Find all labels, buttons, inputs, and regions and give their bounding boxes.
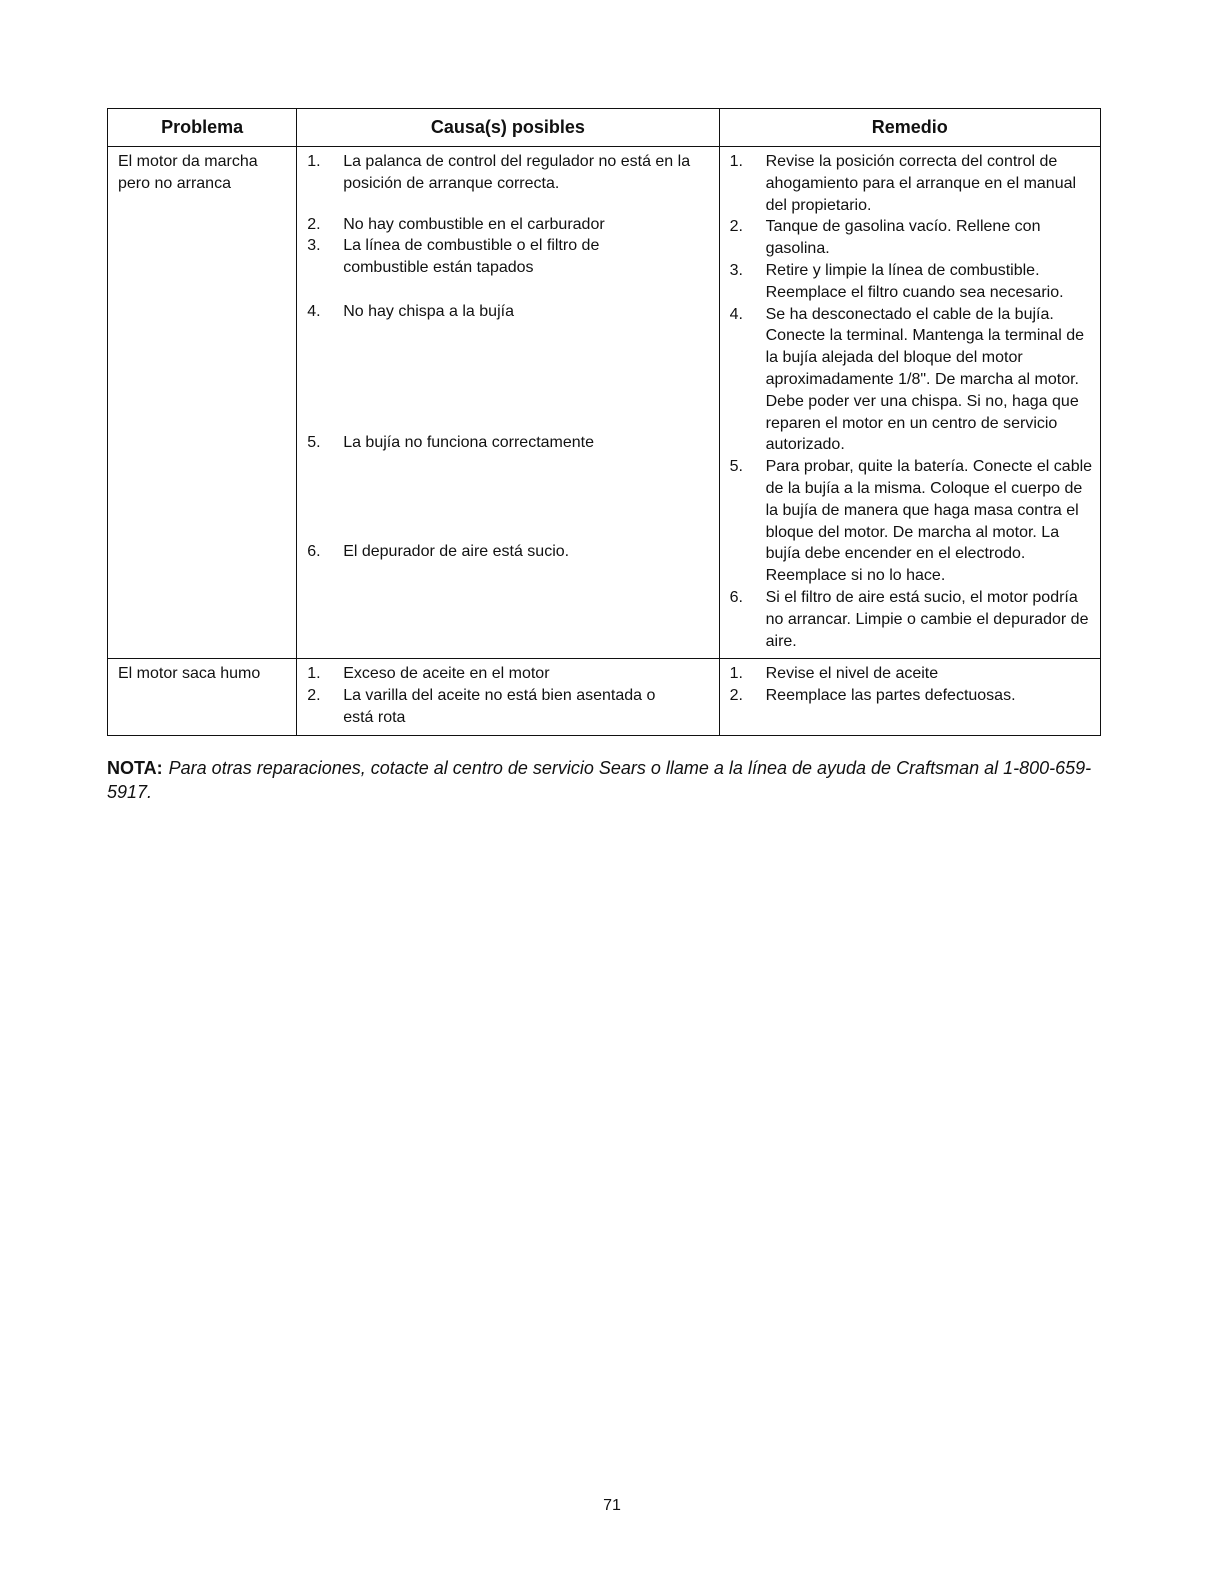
item-number: 6. — [729, 588, 743, 606]
list-item — [730, 587, 1098, 652]
causes-cell — [297, 659, 719, 735]
page-number: 71 — [603, 1497, 621, 1514]
table-header-row — [108, 109, 1101, 147]
item-number: 4. — [307, 302, 321, 320]
item-number: 5. — [729, 458, 743, 476]
list-item — [307, 235, 716, 279]
problem-cell: El motor saca humo — [108, 659, 297, 735]
list-item — [730, 304, 1098, 457]
remedies-list — [730, 151, 1098, 652]
list-item — [307, 663, 716, 685]
item-text: El depurador de aire está sucio. — [343, 542, 570, 560]
item-text: Exceso de aceite en el motor — [343, 665, 550, 683]
item-number: 1. — [307, 665, 321, 683]
list-item — [307, 432, 716, 454]
table-row — [108, 659, 1101, 735]
list-item — [730, 685, 1098, 707]
header-problem: Problema — [108, 109, 297, 147]
list-item — [730, 456, 1098, 587]
remedies-list — [730, 663, 1098, 707]
item-text: Retire y limpie la línea de combustible. Reemplace el filtro cuando sea necesario. — [765, 261, 1064, 301]
list-item — [307, 301, 716, 323]
table-row — [108, 147, 1101, 659]
item-number: 1. — [729, 153, 743, 170]
item-number: 3. — [729, 261, 743, 279]
causes-cell — [297, 147, 719, 659]
header-causes: Causa(s) posibles — [297, 109, 719, 147]
remedies-cell — [719, 659, 1100, 735]
item-number: 6. — [307, 542, 321, 560]
item-text: No hay combustible en el carburador — [343, 215, 605, 233]
list-item — [730, 260, 1098, 304]
list-item — [307, 541, 716, 563]
item-text: La palanca de control del regulador no está en la posición de arranque correcta. — [343, 153, 691, 192]
header-remedy: Remedio — [719, 109, 1100, 147]
item-number: 5. — [307, 433, 321, 451]
item-text: Se ha desconectado el cable de la bujía. Conecte la terminal. Mantenga la terminal de la bujía alejada del bloque del motor aproximadamente 1/8". De marcha al motor. Debe poder ver una chispa. Si no, haga que reparen el motor en un centro de servicio autorizado. — [765, 305, 1084, 454]
note-text: Para otras reparaciones, cotacte al centro de servicio Sears o llame a la línea de ayuda de Craftsman al 1-800-659-5917. — [107, 758, 1092, 802]
item-number: 1. — [307, 153, 321, 170]
item-text: La línea de combustible o el filtro de combustible están tapados — [343, 237, 600, 277]
problem-cell: El motor da marcha pero no arranca — [108, 147, 297, 659]
item-text: La varilla del aceite no está bien asentada o está rota — [343, 687, 656, 726]
remedies-cell — [719, 147, 1100, 659]
item-number: 2. — [729, 218, 743, 236]
item-text: Tanque de gasolina vacío. Rellene con gasolina. — [765, 218, 1041, 258]
list-item — [307, 685, 716, 729]
note-paragraph — [107, 756, 1107, 804]
item-number: 2. — [729, 687, 743, 705]
item-number: 2. — [307, 687, 321, 705]
list-item — [730, 663, 1098, 685]
item-number: 3. — [307, 237, 321, 255]
causes-list — [307, 663, 716, 728]
item-text: No hay chispa a la bujía — [343, 302, 514, 320]
item-text: Para probar, quite la batería. Conecte el cable de la bujía a la misma. Coloque el cuerpo de la bujía de manera que haga masa contra el bloque del motor. De marcha al motor. La bujía debe encender en el electrodo. Reemplace si no lo hace. — [765, 458, 1093, 585]
item-text: Revise el nivel de aceite — [765, 665, 939, 683]
item-number: 4. — [729, 305, 743, 323]
item-number: 2. — [307, 215, 321, 233]
item-text: Revise la posición correcta del control de ahogamiento para el arranque en el manual del propietario. — [765, 153, 1077, 214]
note-label: NOTA: — [107, 758, 163, 778]
list-item — [307, 214, 716, 236]
list-item — [307, 151, 716, 195]
troubleshooting-table — [107, 108, 1101, 736]
list-item — [730, 151, 1098, 216]
item-number: 1. — [729, 665, 743, 683]
item-text: Si el filtro de aire está sucio, el motor podría no arrancar. Limpie o cambie el depurador de aire. — [765, 588, 1089, 650]
list-item — [730, 216, 1098, 260]
causes-list — [307, 151, 716, 562]
item-text: Reemplace las partes defectuosas. — [765, 687, 1016, 705]
item-text: La bujía no funciona correctamente — [343, 433, 595, 451]
